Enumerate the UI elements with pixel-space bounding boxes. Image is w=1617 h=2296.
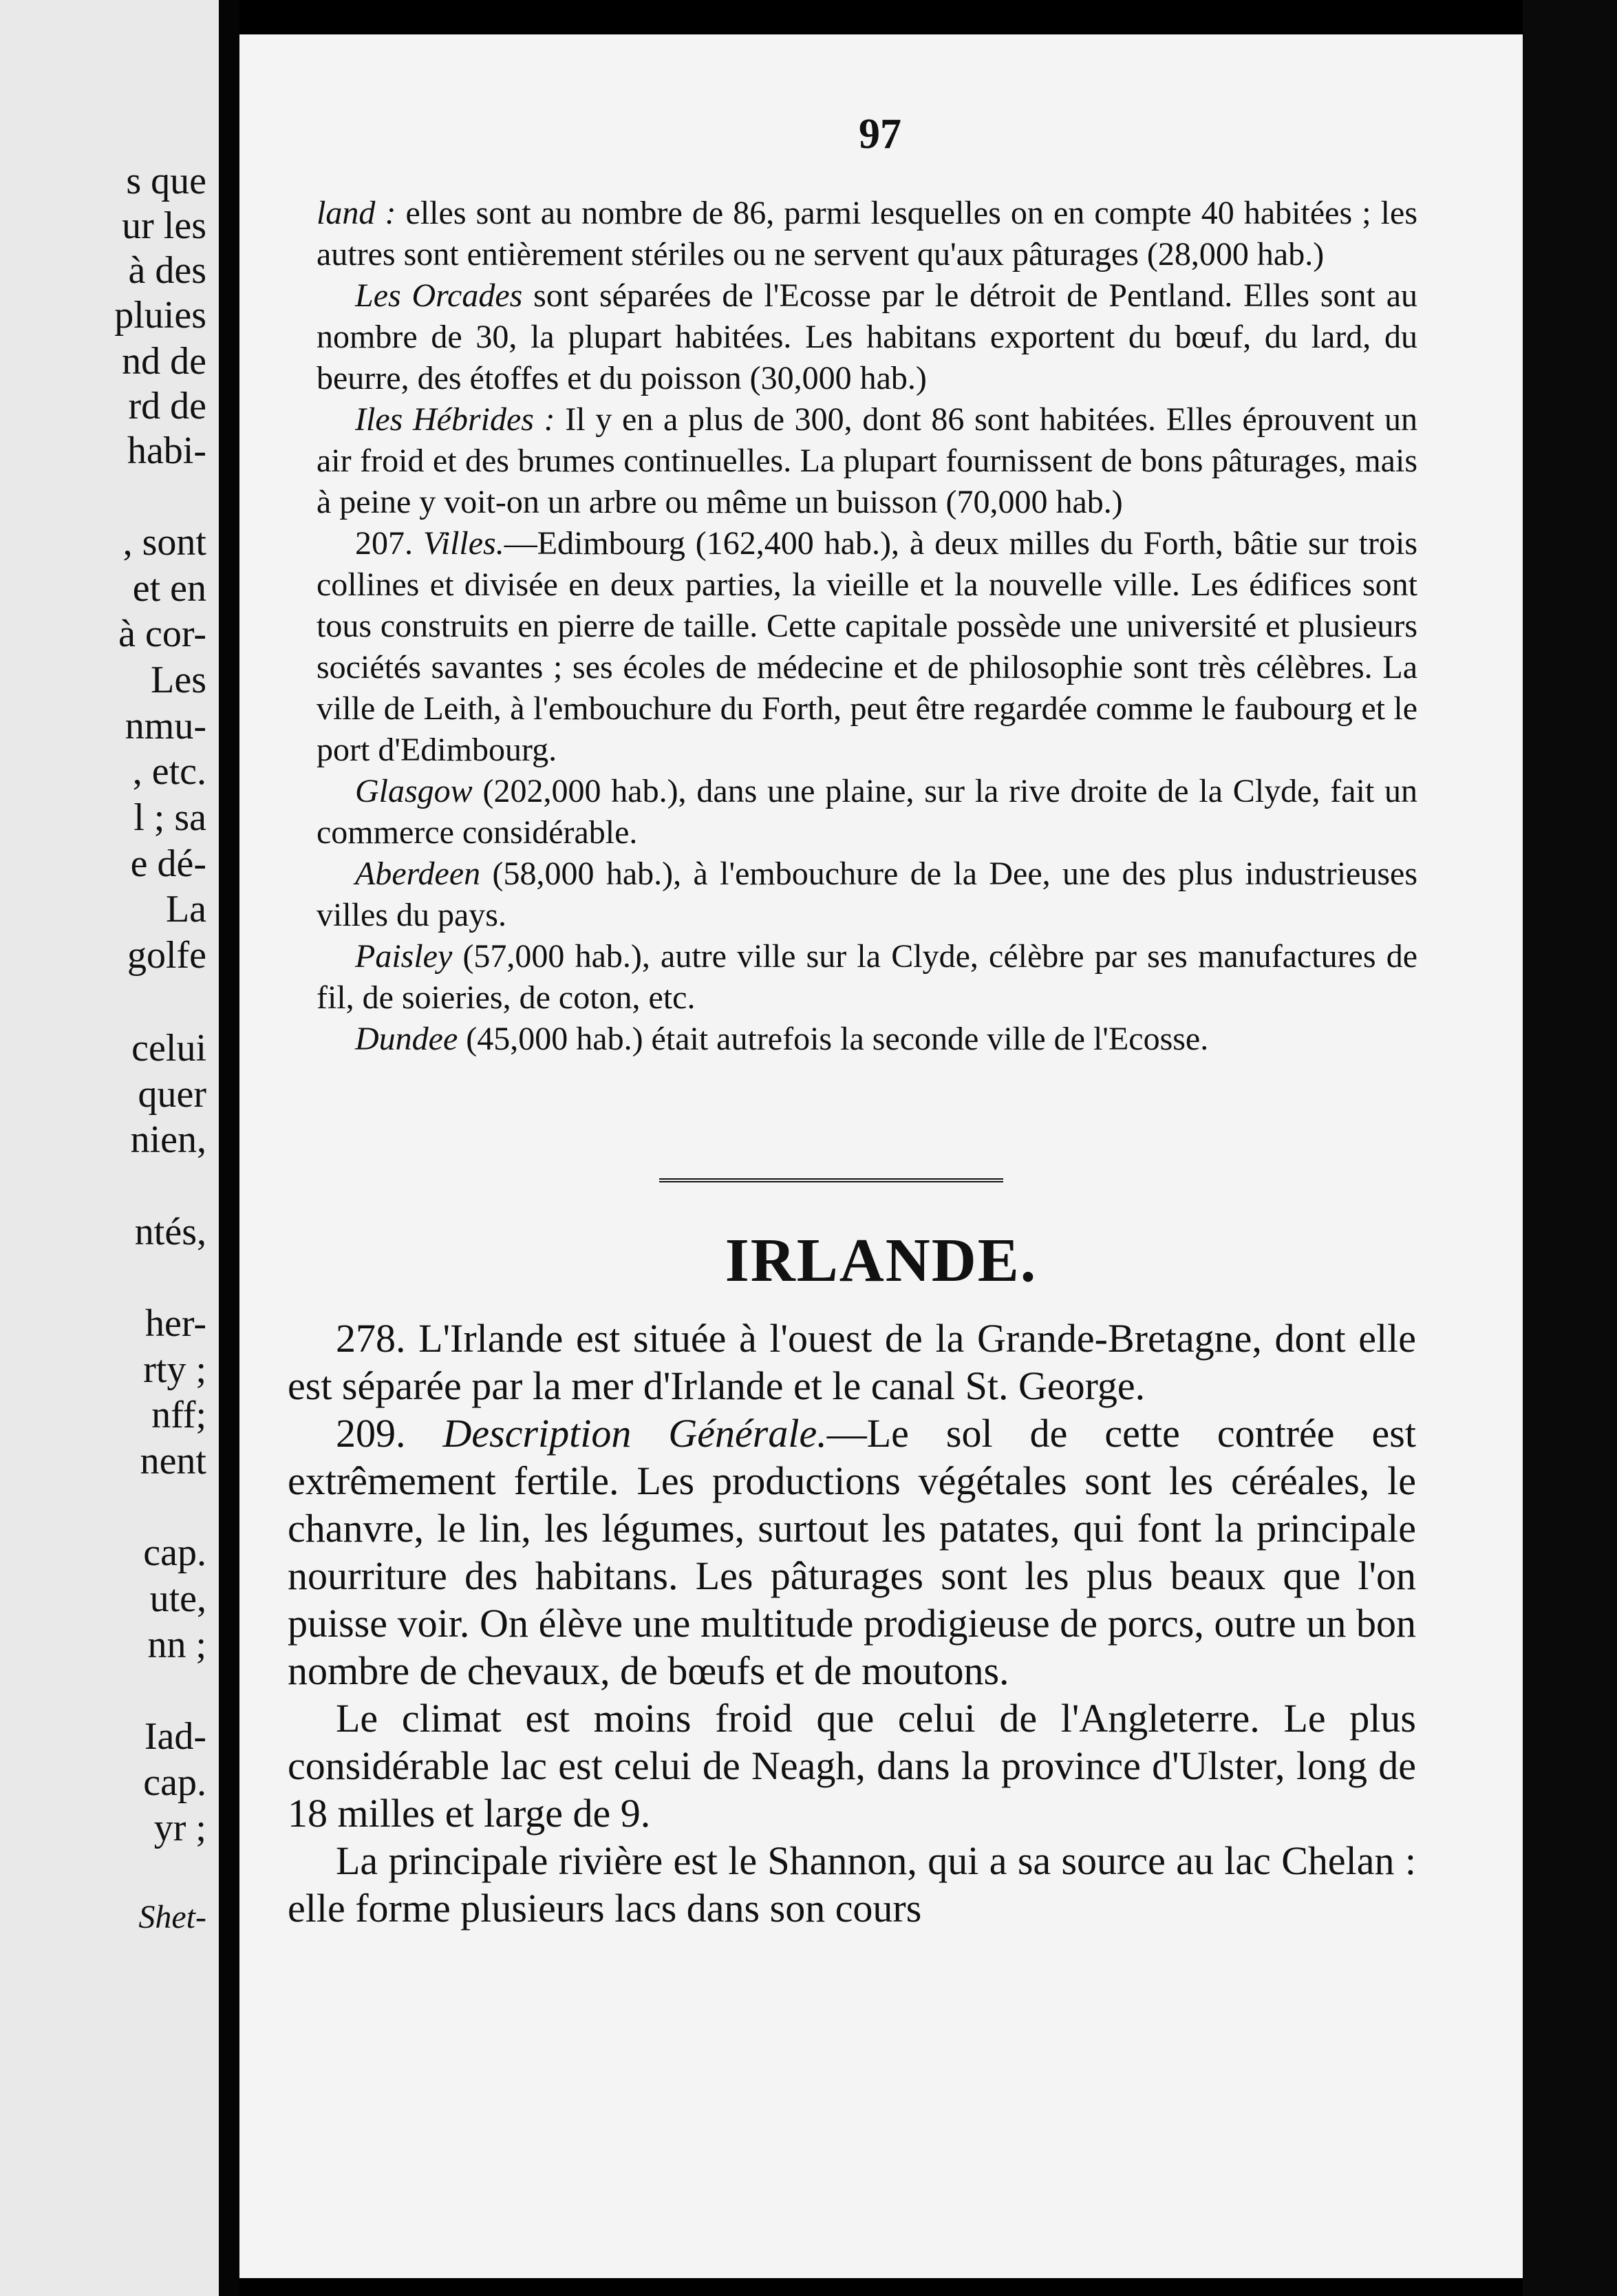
previous-page-fragment [0, 0, 219, 2296]
paragraph-shetland [317, 193, 1417, 275]
left-fragment-line: , sont [122, 521, 206, 564]
left-fragment-line: ur les [122, 204, 206, 247]
left-fragment-line: nmu- [125, 705, 206, 747]
left-fragment-line: her- [144, 1302, 206, 1345]
left-fragment-line: l ; sa [133, 796, 206, 839]
left-fragment-line: e dé- [130, 842, 206, 885]
paragraph-glasgow [317, 771, 1417, 853]
left-fragment-line: et en [132, 567, 206, 610]
paragraph-climat [288, 1694, 1416, 1837]
irlande-text [288, 1315, 1416, 1932]
page-number: 97 [859, 111, 901, 158]
paragraph-head: Glasgow [355, 773, 473, 809]
paragraph-number: 207. [355, 525, 413, 562]
left-fragment-line: s que [126, 160, 206, 202]
paragraph-text: 278. L'Irlande est située à l'ouest de la Grande-Bretagne, dont elle est séparée par la mer d'Irlande et le canal St. George. [288, 1316, 1416, 1408]
left-fragment-line: Iad- [144, 1715, 206, 1758]
paragraph-head: Description Générale. [442, 1411, 827, 1456]
left-fragment-line: yr ; [153, 1807, 206, 1849]
paragraph-text: —Edimbourg (162,400 hab.), à deux milles du Forth, bâtie sur trois collines et divisée en deux parties, la vieille et la nouvelle ville. Les édifices sont tous construits en pierre de taille. Cette capitale possède une université et plusieurs sociétés savantes ; ses écoles de médecine et de philosophie sont très célèbres. La ville de Leith, à l'embouchure du Forth, peut être regardée comme le faubourg et le port d'Edimbourg. [317, 525, 1417, 768]
paragraph-text: Il y en a plus de 300, dont 86 sont habitées. Elles éprouvent un air froid et des brumes continuelles. La plupart fournissent de bons pâturages, mais à peine y voit-on un arbre ou même un buisson (70,000 hab.) [317, 401, 1417, 520]
paragraph-number: 209. [336, 1411, 406, 1456]
left-fragment-line: Les [151, 659, 206, 701]
section-divider [659, 1178, 1003, 1182]
left-fragment-line: La [165, 888, 206, 931]
paragraph-text: (45,000 hab.) était autrefois la seconde ville de l'Ecosse. [458, 1021, 1209, 1057]
paragraph-text: Le climat est moins froid que celui de l'Angleterre. Le plus considérable lac est celui de Neagh, dans la province d'Ulster, long de 18 milles et large de 9. [288, 1696, 1416, 1836]
left-fragment-line: ute, [149, 1577, 206, 1620]
paragraph-text: —Le sol de cette contrée est extrêmement fertile. Les productions végétales sont les céréales, le chanvre, le lin, les légumes, surtout les patates, qui font la principale nourriture des habitans. Les pâturages sont les plus beaux que l'on puisse voir. On élève une multitude prodigieuse de porcs, outre un bon nombre de chevaux, de bœufs et de moutons. [288, 1411, 1416, 1693]
left-fragment-line: celui [131, 1027, 206, 1070]
left-fragment-line: pluies [114, 294, 206, 337]
paragraph-text: La principale rivière est le Shannon, qui a sa source au lac Chelan : elle forme plusieurs lacs dans son cours [288, 1838, 1416, 1931]
paragraph-paisley [317, 936, 1417, 1019]
scotland-continued-text [317, 193, 1417, 1060]
left-fragment-line: à des [128, 249, 206, 292]
left-fragment-line: à cor- [118, 613, 206, 655]
left-fragment-line: Shet- [138, 1899, 206, 1935]
paragraph-description [288, 1410, 1416, 1694]
paragraph-aberdeen [317, 853, 1417, 936]
paragraph-head: Aberdeen [355, 855, 481, 892]
paragraph-text: (58,000 hab.), à l'embouchure de la Dee, une des plus industrieuses villes du pays. [317, 855, 1417, 933]
paragraph-head: Paisley [355, 938, 453, 975]
paragraph-head: Les Orcades [355, 277, 523, 314]
paragraph-dundee [317, 1019, 1417, 1060]
left-fragment-line: golfe [127, 934, 206, 977]
book-page [239, 34, 1523, 2278]
left-fragment-line: nent [140, 1440, 206, 1482]
book-gutter [219, 0, 239, 2296]
paragraph-situation [288, 1315, 1416, 1410]
left-fragment-line: cap. [143, 1531, 206, 1574]
left-fragment-line: nff; [151, 1394, 206, 1436]
left-fragment-line: ntés, [134, 1211, 206, 1253]
paragraph-villes [317, 523, 1417, 771]
book-edge [1523, 0, 1617, 2296]
left-fragment-line: habi- [127, 429, 206, 472]
paragraph-head: Dundee [355, 1021, 458, 1057]
paragraph-head: Iles Hébrides : [355, 401, 555, 438]
left-fragment-line: rty ; [143, 1348, 206, 1391]
section-title: IRLANDE. [725, 1226, 1038, 1295]
paragraph-text: (57,000 hab.), autre ville sur la Clyde, célèbre par ses manufactures de fil, de soieries, de coton, etc. [317, 938, 1417, 1016]
left-fragment-line: cap. [143, 1761, 206, 1804]
left-fragment-line: rd de [128, 385, 206, 427]
paragraph-riviere [288, 1837, 1416, 1932]
paragraph-orcades [317, 275, 1417, 399]
left-fragment-line: nien, [130, 1118, 206, 1161]
paragraph-text: (202,000 hab.), dans une plaine, sur la rive droite de la Clyde, fait un commerce considérable. [317, 773, 1417, 851]
left-fragment-line: nn ; [147, 1624, 206, 1666]
left-fragment-line: , etc. [132, 750, 206, 793]
paragraph-head: land : [317, 195, 396, 231]
paragraph-text: elles sont au nombre de 86, parmi lesquelles on en compte 40 habitées ; les autres sont entièrement stériles ou ne servent qu'aux pâturages (28,000 hab.) [317, 195, 1417, 273]
paragraph-head: Villes. [422, 525, 504, 562]
paragraph-hebrides [317, 399, 1417, 523]
paragraph-text: sont séparées de l'Ecosse par le détroit de Pentland. Elles sont au nombre de 30, la plupart habitées. Les habitans exportent du bœuf, du lard, du beurre, des étoffes et du poisson (30,000 hab.) [317, 277, 1417, 396]
left-fragment-line: nd de [122, 340, 206, 383]
left-fragment-line: quer [138, 1073, 206, 1116]
